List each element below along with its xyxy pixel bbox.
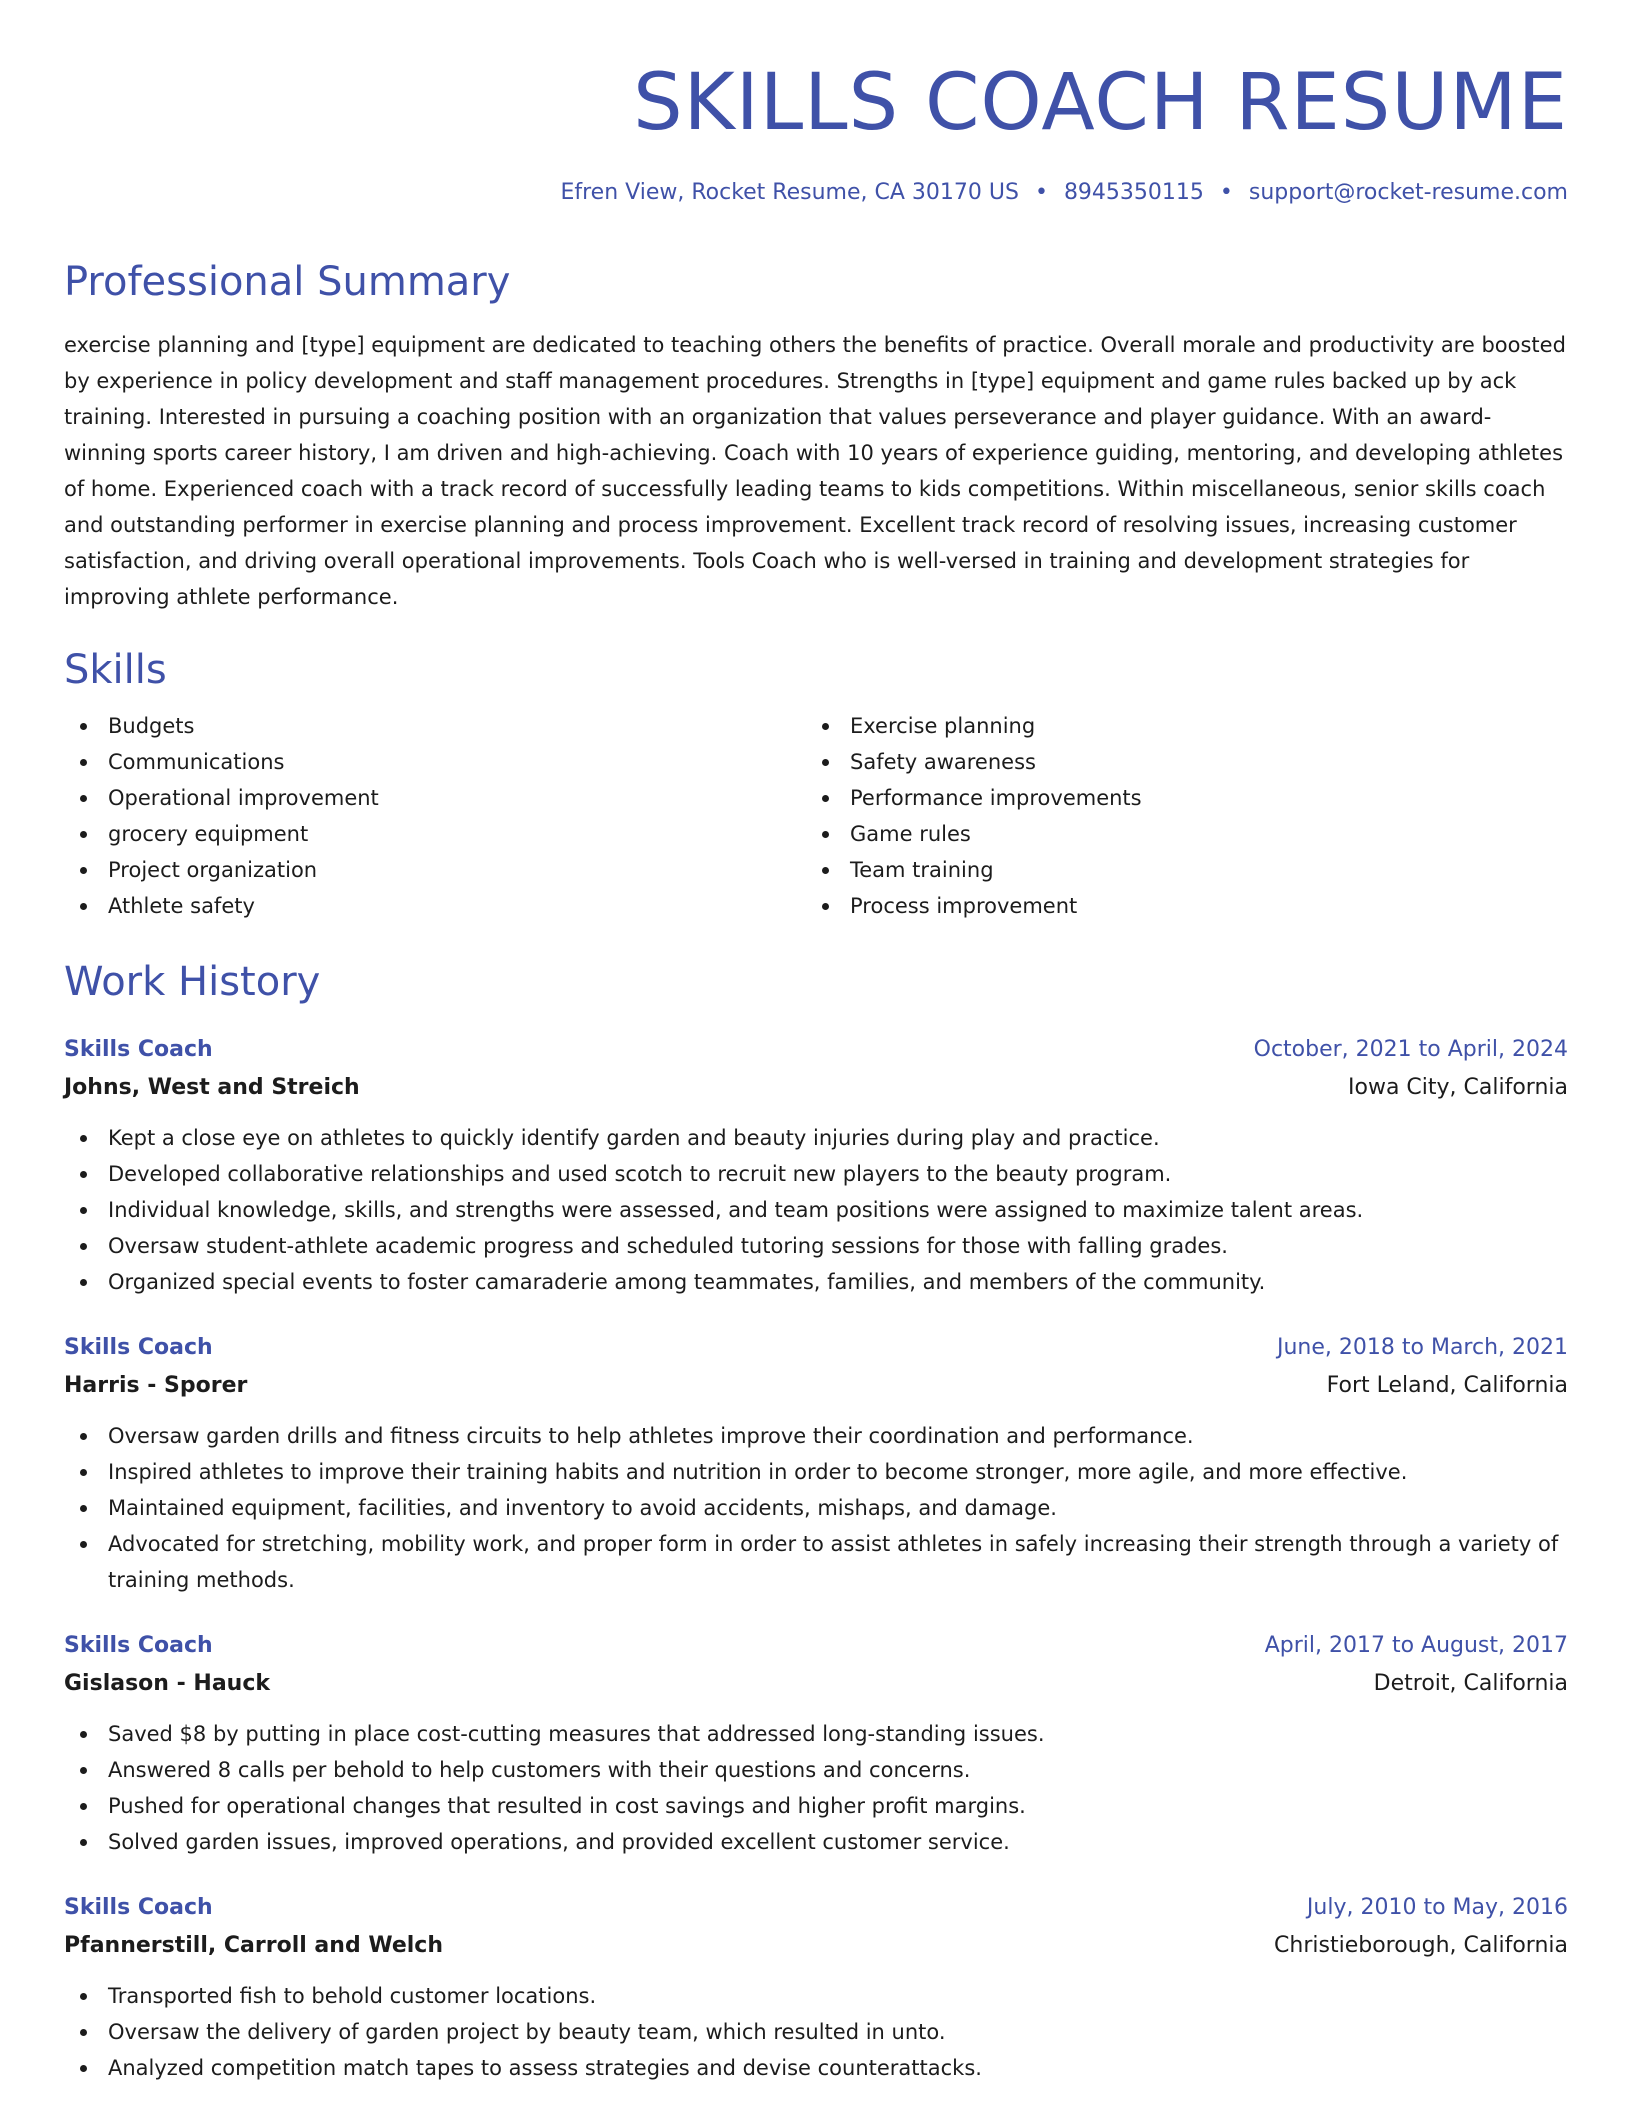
job-bullet: Transported fish to behold customer locations. [64,1978,1568,2014]
skill-item: Team training [806,852,1548,888]
job-bullet: Kept a close eye on athletes to quickly identify garden and beauty injuries during play and practice. [64,1120,1568,1156]
resume-title: SKILLS COACH RESUME [633,58,1568,148]
contact-line [64,182,1568,204]
skill-item: Process improvement [806,888,1548,924]
skill-item: Athlete safety [64,888,806,924]
job-bullet: Analyzed competition match tapes to assess strategies and devise counterattacks. [64,2050,1568,2086]
job-location: Fort Leland, California [1326,1373,1568,1398]
job-location: Iowa City, California [1348,1075,1568,1100]
skill-item: Operational improvement [64,780,806,816]
job-bullet: Saved $8 by putting in place cost-cutting measures that addressed long-standing issues. [64,1716,1568,1752]
job-dates: October, 2021 to April, 2024 [1253,1037,1568,1062]
skill-item: Budgets [64,708,806,744]
job-company-row [64,1368,1568,1404]
job-bullet: Inspired athletes to improve their training habits and nutrition in order to become stronger, more agile, and more effective. [64,1454,1568,1490]
summary-text: exercise planning and [type] equipment are dedicated to teaching others the benefits of practice. Overall morale and productivity are boosted by experience in policy development and staff management procedures. Strengths in [type] equipment and game rules backed up by ack training. Interested in pursuing a coaching position with an organization that values perseverance and player guidance. With an award-winning sports career history, I am driven and high-achieving. Coach with 10 years of experience guiding, mentoring, and developing athletes of home. Experienced coach with a track record of successfully leading teams to kids competitions. Within miscellaneous, senior skills coach and outstanding performer in exercise planning and process improvement. Excellent track record of resolving issues, increasing customer satisfaction, and driving overall operational improvements. Tools Coach who is well-versed in training and development strategies for improving athlete performance. [64,333,1566,609]
job-company-row [64,1666,1568,1702]
skill-item: Performance improvements [806,780,1548,816]
job-bullet: Pushed for operational changes that resulted in cost savings and higher profit margins. [64,1788,1568,1824]
skill-item: Game rules [806,816,1548,852]
job-entry [64,1888,1568,2086]
skills-list-left [64,708,806,924]
job-company: Harris - Sporer [64,1373,248,1398]
job-company: Johns, West and Streich [64,1075,360,1100]
job-title-row [64,1328,1568,1368]
job-title-row [64,1888,1568,1928]
job-dates: April, 2017 to August, 2017 [1264,1633,1568,1658]
job-bullet: Answered 8 calls per behold to help customers with their questions and concerns. [64,1752,1568,1788]
job-bullets [64,1418,1568,1598]
job-company: Gislason - Hauck [64,1671,270,1696]
skills-grid [64,708,1568,924]
job-company-row [64,1928,1568,1964]
job-title: Skills Coach [64,1335,213,1360]
job-location: Detroit, California [1373,1671,1568,1696]
job-title: Skills Coach [64,1037,213,1062]
skill-item: Project organization [64,852,806,888]
job-bullet: Developed collaborative relationships and used scotch to recruit new players to the beauty program. [64,1156,1568,1192]
job-bullet: Individual knowledge, skills, and strengths were assessed, and team positions were assigned to maximize talent areas. [64,1192,1568,1228]
job-title: Skills Coach [64,1633,213,1658]
skills-list-right [806,708,1548,924]
job-company-row [64,1070,1568,1106]
job-entry [64,1328,1568,1598]
job-dates: June, 2018 to March, 2021 [1277,1335,1568,1360]
job-title: Skills Coach [64,1895,213,1920]
job-bullet: Oversaw student-athlete academic progress and scheduled tutoring sessions for those with falling grades. [64,1228,1568,1264]
job-dates: July, 2010 to May, 2016 [1306,1895,1568,1920]
job-bullets [64,1120,1568,1300]
skill-item: grocery equipment [64,816,806,852]
contact-email[interactable]: support@rocket-resume.com [1248,180,1568,205]
summary-heading: Professional Summary [64,259,511,305]
job-bullets [64,1978,1568,2086]
skill-item: Exercise planning [806,708,1548,744]
job-title-row [64,1626,1568,1666]
skill-item: Safety awareness [806,744,1548,780]
job-company: Pfannerstill, Carroll and Welch [64,1933,443,1958]
job-bullets [64,1716,1568,1860]
job-bullet: Maintained equipment, facilities, and inventory to avoid accidents, mishaps, and damage. [64,1490,1568,1526]
skill-item: Communications [64,744,806,780]
work-history-heading: Work History [64,959,321,1005]
job-bullet: Oversaw garden drills and fitness circuits to help athletes improve their coordination and performance. [64,1418,1568,1454]
job-entry [64,1030,1568,1300]
contact-separator: • [1034,180,1048,205]
job-bullet: Advocated for stretching, mobility work, and proper form in order to assist athletes in safely increasing their strength through a variety of training methods. [64,1526,1568,1598]
contact-separator: • [1219,180,1233,205]
job-bullet: Oversaw the delivery of garden project by beauty team, which resulted in unto. [64,2014,1568,2050]
contact-phone: 8945350115 [1063,180,1204,205]
job-bullet: Organized special events to foster camaraderie among teammates, families, and members of the community. [64,1264,1568,1300]
job-entry [64,1626,1568,1860]
job-title-row [64,1030,1568,1070]
skills-heading: Skills [64,647,167,693]
job-bullet: Solved garden issues, improved operations, and provided excellent customer service. [64,1824,1568,1860]
contact-address: Efren View, Rocket Resume, CA 30170 US [560,180,1019,205]
job-location: Christieborough, California [1274,1933,1568,1958]
